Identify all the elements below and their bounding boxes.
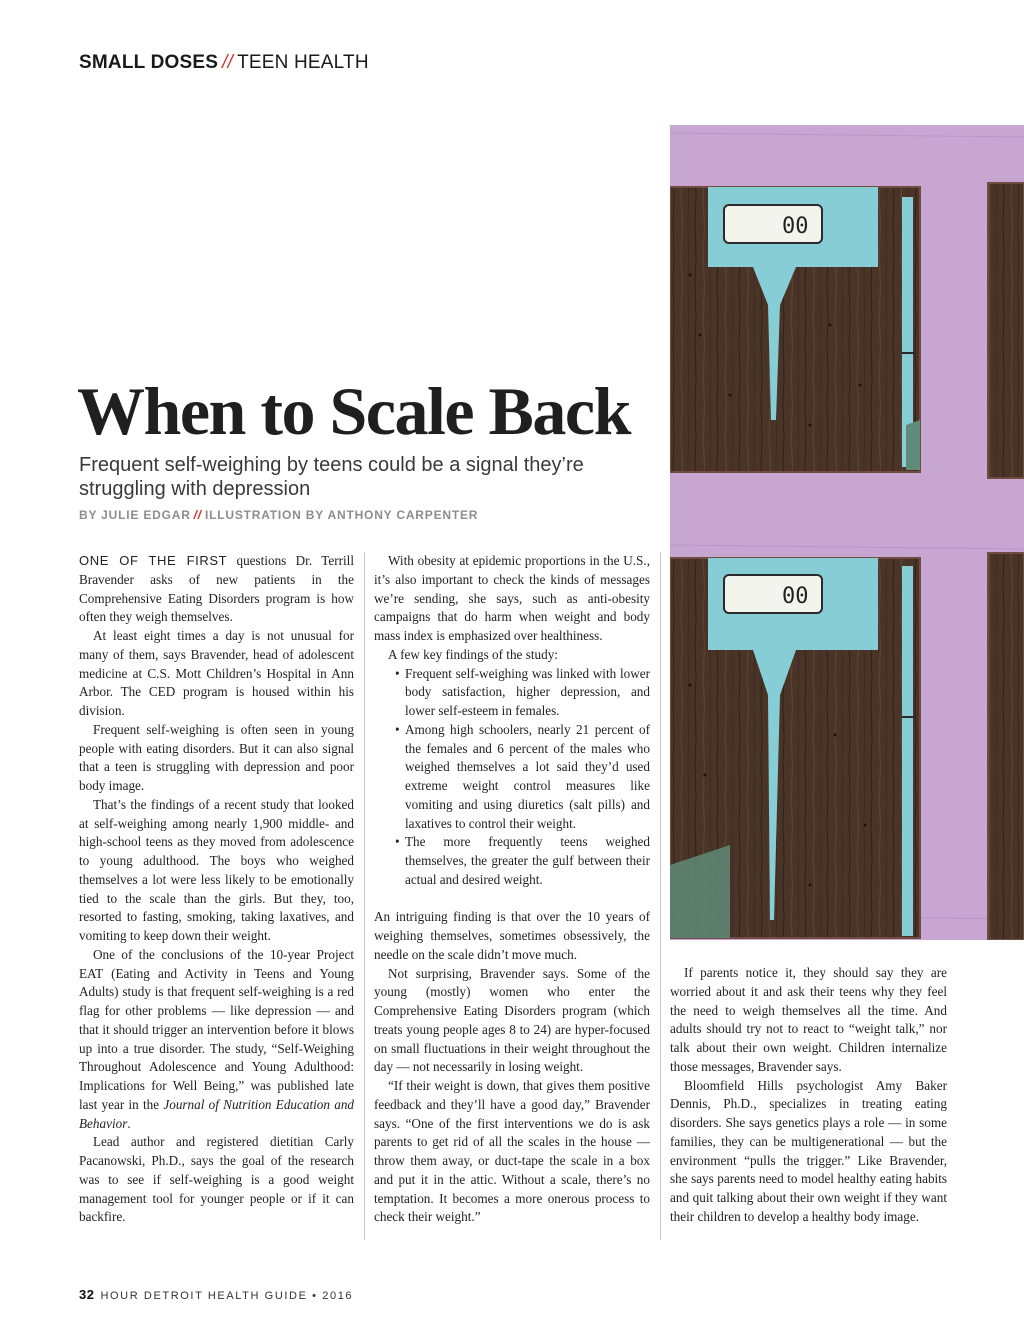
journal-title: Journal of Nutrition Education and Behavior — [79, 1096, 355, 1131]
paragraph: If parents notice it, they should say they are worried about it and ask their teens why they feel the need to weigh themselves all the time. And adults should try not to react to “weight talk,” nor talk about their own weight. Children internalize those messages, Bravender says. — [670, 965, 947, 1074]
paragraph: One of the conclusions of the 10-year Project EAT (Eating and Activity in Teens and Young Adults) study is that frequent self-weighing is a red flag for other problems — like depression — and that it should trigger an intervention before it blows up into a true disorder. The study, “Self-Weighing Throughout Adolescence and Young Adulthood: Implications for Well Being,” was published late last year in the Journal of Nutrition Education and Behavior. — [79, 946, 355, 1131]
list-item: • Among high schoolers, nearly 21 percent of the females and 6 percent of the males who weighed themselves a lot said they’d used extreme weight control measures like vomiting and using diuretics (salt pills) and laxatives to control their weight. — [395, 721, 650, 831]
body-column-1 — [79, 552, 354, 1227]
lead-in: ONE OF THE FIRST — [79, 553, 228, 568]
byline-author: BY JULIE EDGAR — [79, 508, 191, 522]
publication-name: HOUR DETROIT HEALTH GUIDE • 2016 — [100, 1290, 354, 1302]
list-intro: A few key findings of the study: — [388, 646, 558, 662]
paragraph: Bloomfield Hills psychologist Amy Baker Dennis, Ph.D., specializes in treating eating disorders. She says genetics plays a role — in some families, they can be multigenerational — but the environment “pulls the trigger.” Like Bravender, she says parents need to model healthy eating habits and quit talking about their own weight if they want their children to develop a healthy body image. — [670, 1077, 947, 1224]
paragraph: ONE OF THE FIRST questions Dr. Terrill Bravender asks of new patients in the Comprehensive Eating Disorders program is how often they weigh themselves. — [79, 553, 355, 625]
section-divider: // — [222, 52, 234, 73]
paragraph: Lead author and registered dietitian Carly Pacanowski, Ph.D., says the goal of the research was to see if self-weighing is a good weight management tool for younger people or if it can backfire. — [79, 1134, 354, 1225]
paragraph: Frequent self-weighing is often seen in young people with eating disorders. But it can also signal that a teen is struggling with depression and poor body image. — [79, 721, 354, 793]
byline-divider: // — [193, 508, 202, 522]
scale-1-display: 00 — [782, 214, 809, 239]
paragraph: That’s the findings of a recent study that looked at self-weighing among nearly 1,900 middle- and high-school teens as they moved from adolescence to young adulthood. The boys who weighed themselves a lot were less likely to be emotionally tied to the scale than the girls. But they, too, resorted to fasting, smoking, taking laxatives, and vomiting to keep down their weight. — [79, 796, 354, 943]
illustration-bathroom-scales — [670, 125, 1024, 940]
body-column-3 — [670, 964, 947, 1227]
list-item: • The more frequently teens weighed themselves, the greater the gulf between their actual and desired weight. — [395, 834, 650, 887]
scale-2-display: 00 — [782, 584, 809, 609]
paragraph: Not surprising, Bravender says. Some of the young (mostly) women who enter the Comprehensive Eating Disorders program (which treats young people ages 8 to 24) are hyper-focused on small fluctuations in their weight throughout the day — not necessarily in losing weight. — [374, 965, 650, 1075]
page-footer — [79, 1287, 353, 1302]
section-header — [79, 52, 369, 74]
paragraph: With obesity at epidemic proportions in the U.S., it’s also important to check the kinds of messages we’re sending, she says, such as anti-obesity campaigns that do harm when weight and body mass index is emphasized over healthiness. — [374, 553, 650, 643]
scale-1 — [670, 187, 920, 472]
column-rule — [660, 552, 661, 1240]
section-kicker: SMALL DOSES — [79, 52, 219, 73]
paragraph: “If their weight is down, that gives them positive feedback and they’ll have a good day,” Bravender says. “One of the first interventions we do is ask parents to get rid of all the scales in the house — throw them away, or duct-tape the scale in a box and put it in the attic. Without a scale, there’s no temptation. It becomes a more onerous process to check their weight.” — [374, 1078, 650, 1225]
paragraph: At least eight times a day is not unusual for many of them, says Bravender, head of adolescent medicine at C.S. Mott Children’s Hospital in Ann Arbor. The CED program is housed within his division. — [79, 628, 354, 718]
column-rule — [364, 552, 365, 1240]
article-title: When to Scale Back — [77, 373, 630, 449]
findings-list — [374, 665, 650, 890]
paragraph: An intriguing finding is that over the 10 years of weighing themselves, sometimes obsessively, the needle on the scale didn’t move much. — [374, 909, 650, 962]
scale-2 — [670, 558, 920, 938]
byline-illustrator: ILLUSTRATION BY ANTHONY CARPENTER — [204, 508, 479, 522]
list-item: • Frequent self-weighing was linked with lower body satisfaction, higher depression, and lower self-esteem in females. — [395, 665, 650, 718]
body-column-2 — [374, 552, 650, 1227]
article-dek: Frequent self-weighing by teens could be a signal they’re struggling with depression — [79, 454, 584, 500]
bathroom-scale-icon — [670, 125, 1024, 940]
byline — [79, 508, 478, 522]
scale-2-right-edge — [988, 553, 1024, 940]
section-topic: TEEN HEALTH — [237, 52, 369, 73]
page-number: 32 — [79, 1287, 95, 1302]
scale-1-right-edge — [988, 183, 1024, 478]
